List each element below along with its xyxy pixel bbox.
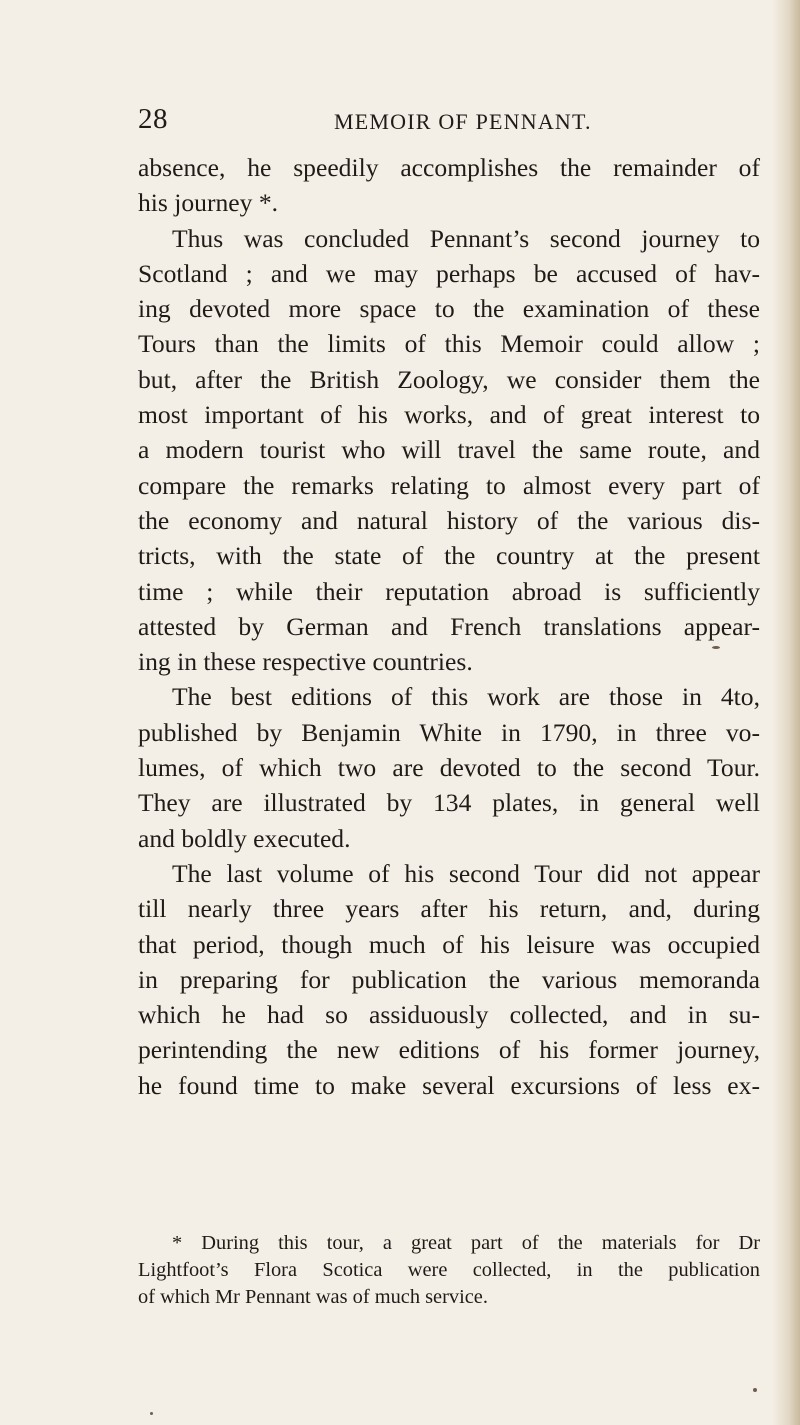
text-line: and boldly executed.: [138, 823, 351, 853]
footnote-line: of which Mr Pennant was of much service.: [138, 1286, 488, 1308]
text-line: Thus was concluded Pennant’s second journey to: [172, 223, 760, 253]
footnote-line: * During this tour, a great part of the materials for Dr: [172, 1232, 760, 1254]
text-line: most important of his works, and of great interest to: [138, 400, 760, 430]
page-edge-shadow: [772, 0, 800, 1425]
text-line: ing in these respective countries.: [138, 647, 473, 677]
text-line: The best editions of this work are those in 4to,: [172, 682, 760, 712]
text-line: time ; while their reputation abroad is sufficiently: [138, 576, 760, 606]
text-line: ing devoted more space to the examination of these: [138, 294, 760, 324]
text-line: till nearly three years after his return, and, during: [138, 894, 760, 924]
footnote-line: Lightfoot’s Flora Scotica were collected, in the publication: [138, 1259, 760, 1281]
text-line: a modern tourist who will travel the same route, and: [138, 435, 760, 465]
text-line: which he had so assiduously collected, and in su-: [138, 1000, 760, 1030]
text-line: The last volume of his second Tour did not appear: [172, 858, 760, 888]
text-line: tricts, with the state of the country at the present: [138, 541, 760, 571]
footnote: [138, 1230, 760, 1311]
page-number: 28: [138, 103, 168, 135]
text-line: published by Benjamin White in 1790, in three vo-: [138, 717, 760, 747]
running-head: MEMOIR OF PENNANT.: [334, 109, 592, 134]
body-text: [138, 150, 760, 1103]
text-line: in preparing for publication the various memoranda: [138, 964, 760, 994]
paper-speck: [712, 646, 720, 649]
text-line: but, after the British Zoology, we consider them the: [138, 364, 760, 394]
text-line: Scotland ; and we may perhaps be accused of hav-: [138, 258, 760, 288]
text-line: he found time to make several excursions of less ex-: [138, 1070, 760, 1100]
page-header: [138, 103, 758, 143]
paper-speck: [150, 1412, 153, 1415]
text-line: that period, though much of his leisure was occupied: [138, 929, 760, 959]
text-line: perintending the new editions of his former journey,: [138, 1035, 760, 1065]
text-line: compare the remarks relating to almost every part of: [138, 470, 760, 500]
text-line: his journey *.: [138, 188, 279, 218]
text-line: lumes, of which two are devoted to the second Tour.: [138, 753, 760, 783]
text-line: the economy and natural history of the various dis-: [138, 505, 760, 535]
paper-speck: [753, 1388, 757, 1392]
text-line: attested by German and French translations appear-: [138, 611, 760, 641]
text-line: Tours than the limits of this Memoir could allow ;: [138, 329, 760, 359]
text-line: absence, he speedily accomplishes the remainder of: [138, 153, 760, 182]
text-line: They are illustrated by 134 plates, in general well: [138, 788, 760, 818]
